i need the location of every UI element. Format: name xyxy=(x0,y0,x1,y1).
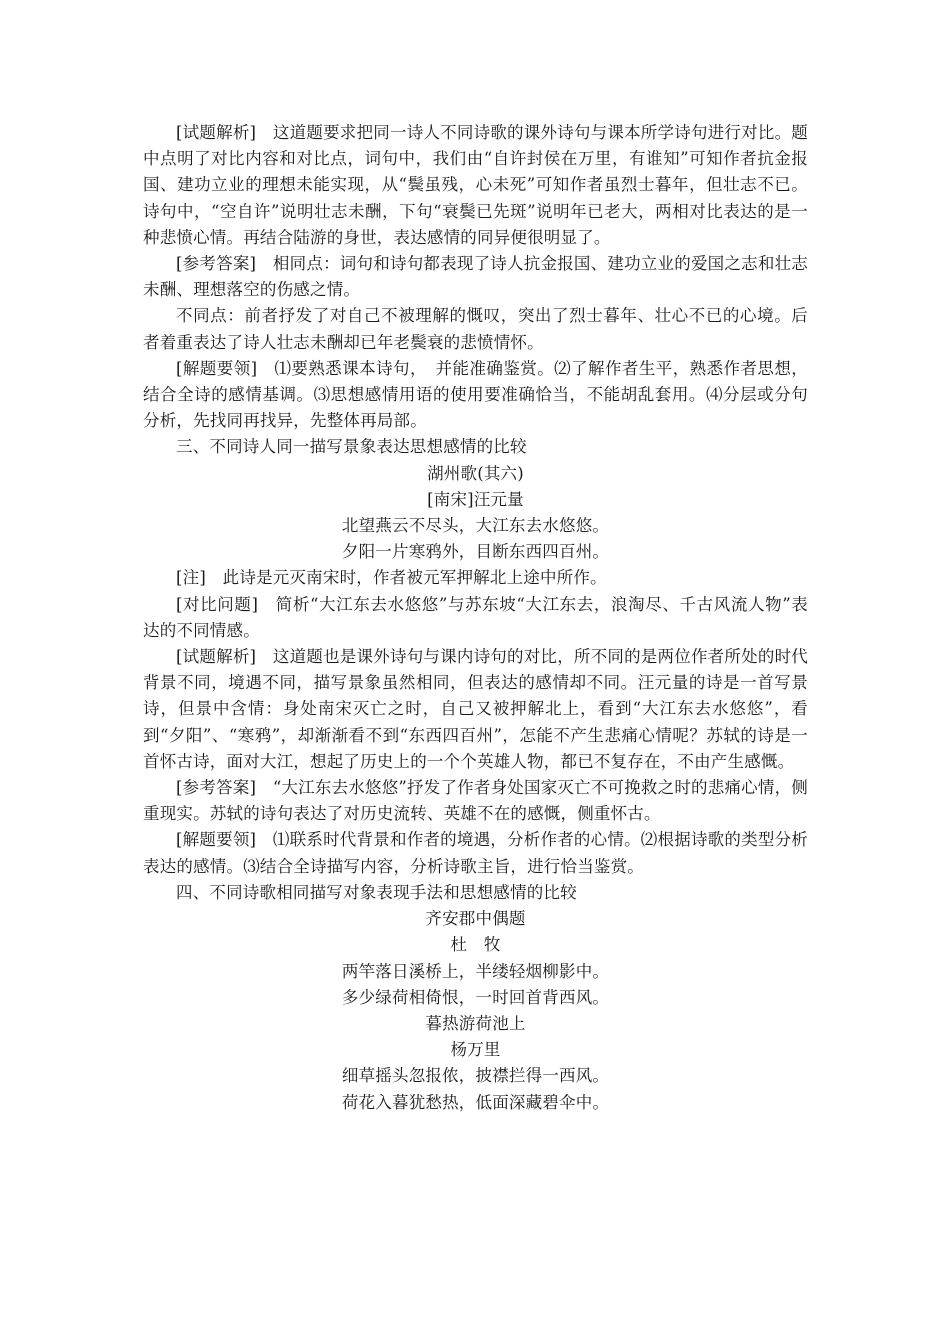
poem-line: 北望燕云不尽头，大江东去水悠悠。 xyxy=(341,516,610,536)
answer-difference-paragraph: 不同点：前者抒发了对自己不被理解的慨叹，突出了烈士暮年、壮心不已的心境。后者着重表达了诗人壮志未酬却已年老鬓衰的悲愤情怀。 xyxy=(143,306,808,352)
question-paragraph: [对比问题] 简析“大江东去水悠悠”与苏东坡“大江东去，浪淘尽、千古风流人物”表达的不同情感。 xyxy=(143,594,808,640)
section-heading-4: 四、不同诗歌相同描写对象表现手法和思想感情的比较 xyxy=(176,882,577,902)
poem-author: 杨万里 xyxy=(450,1040,501,1060)
poem-line: 夕阳一片寒鸦外，目断东西四百州。 xyxy=(341,542,610,562)
poem-line: 细草摇头忽报侬，披襟拦得一西风。 xyxy=(341,1066,610,1086)
answer-paragraph: [参考答案] 相同点：词句和诗句都表现了诗人抗金报国、建功立业的爱国之志和壮志未酬、理想落空的伤感之情。 xyxy=(143,254,808,300)
poem-title: 齐安郡中偶题 xyxy=(425,909,526,929)
analysis-paragraph: [试题解析] 这道题也是课外诗句与课内诗句的对比，所不同的是两位作者所处的时代背景不同，境遇不同，描写景象虽然相同，但表达的感情却不同。汪元量的诗是一首写景诗，但景中含情：身处南宋灭亡之时，自己又被押解北上，看到“大江东去水悠悠”，看到“夕阳”、“寒鸦”，却渐渐看不到“东西四百州”，怎能不产生悲痛心情呢？苏轼的诗是一首怀古诗，面对大江，想起了历史上的一个个英雄人物，都已不复存在，不由产生感慨。 xyxy=(143,647,808,771)
analysis-paragraph: [试题解析] 这道题要求把同一诗人不同诗歌的课外诗句与课本所学诗句进行对比。题中点明了对比内容和对比点，词句中，我们由“自许封侯在万里，有谁知”可知作者抗金报国、建功立业的理想未能实现，从“鬓虽残，心未死”可知作者虽烈士暮年，但壮志不已。诗句中，“空自许”说明壮志未酬，下句“衰鬓已先斑”说明年已老大，两相对比表达的是一种悲愤心情。再结合陆游的身世，表达感情的同异便很明显了。 xyxy=(143,123,808,247)
poem-line: 荷花入暮犹愁热，低面深藏碧伞中。 xyxy=(341,1092,610,1112)
poem-author: 杜 牧 xyxy=(450,935,501,955)
document-page xyxy=(143,120,808,1116)
poem-line: 多少绿荷相倚恨，一时回首背西风。 xyxy=(341,987,610,1007)
note-paragraph: [注] 此诗是元灭南宋时，作者被元军押解北上途中所作。 xyxy=(176,568,607,588)
tips-paragraph: [解题要领] ⑴要熟悉课本诗句， 并能准确鉴赏。⑵了解作者生平，熟悉作者思想，结合全诗的感情基调。⑶思想感情用语的使用要准确恰当，不能胡乱套用。⑷分层或分句分析，先找同再找异，先整体再局部。 xyxy=(143,358,808,431)
section-heading-3: 三、不同诗人同一描写景象表达思想感情的比较 xyxy=(176,437,527,457)
answer-paragraph: [参考答案] “大江东去水悠悠”抒发了作者身处国家灭亡不可挽救之时的悲痛心情，侧重现实。苏轼的诗句表达了对历史流转、英雄不在的感慨，侧重怀古。 xyxy=(143,778,808,824)
poem-title: 暮热游荷池上 xyxy=(425,1013,526,1033)
tips-paragraph: [解题要领] ⑴联系时代背景和作者的境遇，分析作者的心情。⑵根据诗歌的类型分析表达的感情。⑶结合全诗描写内容，分析诗歌主旨，进行恰当鉴赏。 xyxy=(143,830,808,876)
poem-line: 两竿落日溪桥上，半缕轻烟柳影中。 xyxy=(341,961,610,981)
poem-author: [南宋]汪元量 xyxy=(427,489,524,509)
poem-title: 湖州歌(其六) xyxy=(427,463,524,483)
